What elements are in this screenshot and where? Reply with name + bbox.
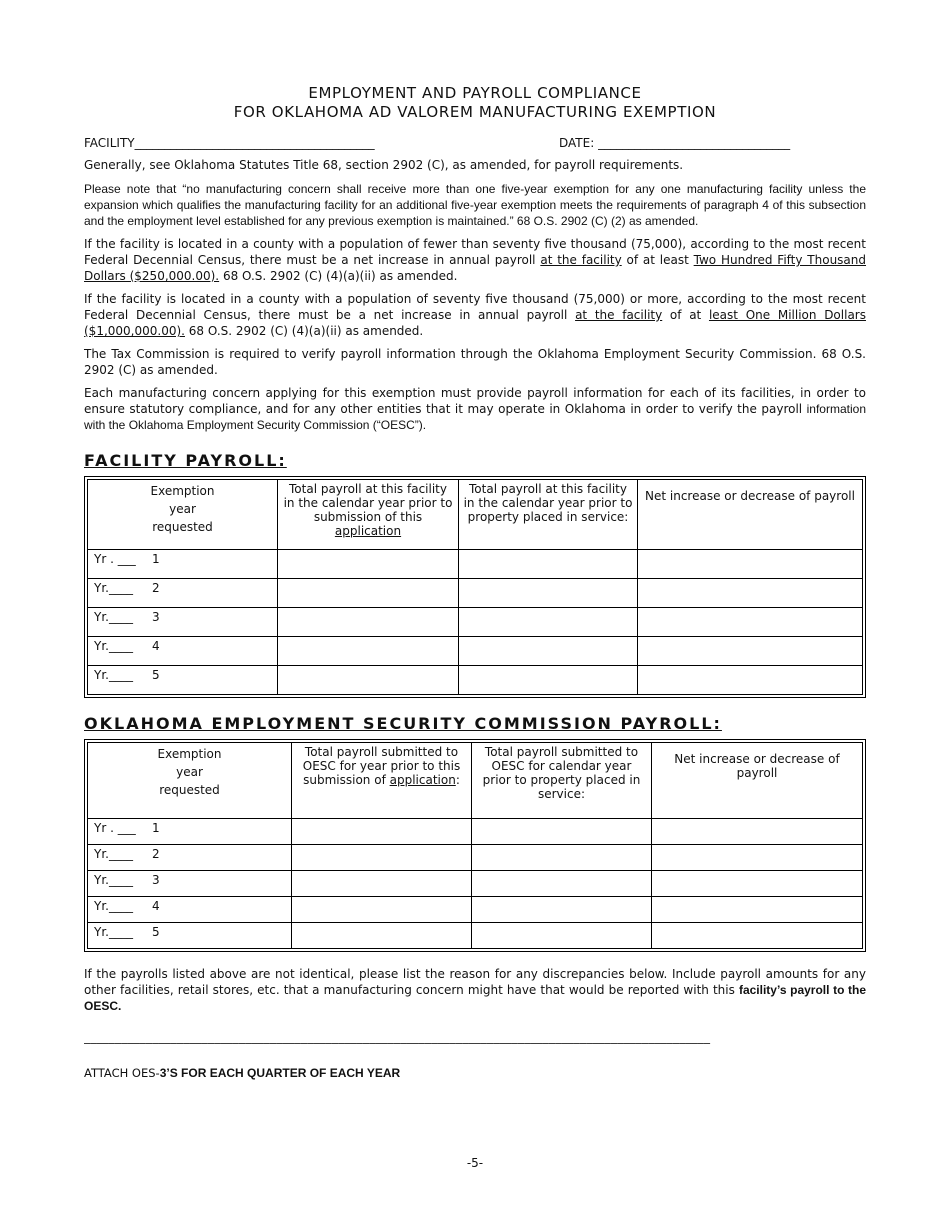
table-row — [88, 608, 863, 637]
title-line-2: FOR OKLAHOMA AD VALOREM MANUFACTURING EXEMPTION — [233, 103, 717, 121]
col2-underline: application — [389, 773, 456, 787]
entry-cell[interactable] — [459, 579, 638, 608]
col1-line-c: requested — [152, 520, 213, 534]
attach-bold: 3’S FOR EACH QUARTER OF EACH YEAR — [159, 1066, 401, 1080]
col2-text: Total payroll submitted to OESC for year prior to this submission of — [302, 745, 461, 787]
facility-header-row — [88, 480, 863, 550]
year-cell — [88, 897, 292, 923]
table-row — [88, 550, 863, 579]
year-label: Yr.____ — [94, 925, 133, 939]
col-net-increase: Net increase or decrease of payroll — [638, 480, 863, 550]
entry-cell[interactable] — [472, 871, 652, 897]
col2-underline: application — [334, 524, 402, 538]
entry-cell[interactable] — [472, 897, 652, 923]
oesc-header-row — [88, 743, 863, 819]
facility-payroll-table — [84, 476, 866, 698]
title-line-1: EMPLOYMENT AND PAYROLL COMPLIANCE — [308, 84, 642, 102]
entry-cell[interactable] — [638, 579, 863, 608]
entry-cell[interactable] — [278, 579, 459, 608]
year-label: Yr.____ — [94, 668, 133, 682]
page-number: -5- — [466, 1156, 484, 1170]
paragraph-large-county — [84, 291, 866, 339]
entry-cell[interactable] — [472, 819, 652, 845]
facility-field[interactable]: FACILITY________________________________________ — [84, 136, 375, 150]
paragraph-note: Please note that “no manufacturing concern shall receive more than one five-year exemption for any one manufacturing facility unless the expansion which qualifies the manufacturing facility for an additional five-year exemption meets the requirements of paragraph 4 of this subsection and the employment level established for any previous exemption is maintained.” 68 O.S. 2902 (C) (2) as amended. — [84, 182, 866, 228]
table-row — [88, 923, 863, 949]
col1-line-b: year — [176, 765, 203, 779]
year-label: Yr . ___ — [94, 552, 136, 566]
entry-cell[interactable] — [459, 608, 638, 637]
year-cell — [88, 923, 292, 949]
entry-cell[interactable] — [652, 871, 863, 897]
discrepancy-note — [84, 966, 866, 1014]
year-cell — [88, 637, 278, 666]
entry-cell[interactable] — [652, 845, 863, 871]
entry-cell[interactable] — [278, 666, 459, 695]
year-number: 1 — [152, 552, 160, 566]
year-number: 2 — [152, 581, 160, 595]
p4-text-c: 68 O.S. 2902 (C) (4)(a)(ii) as amended. — [184, 324, 424, 338]
col1-line-a: Exemption — [157, 747, 222, 761]
note-bold: facility’s payroll to the OESC. — [84, 983, 866, 1013]
entry-cell[interactable] — [278, 608, 459, 637]
year-number: 3 — [152, 873, 160, 887]
date-field[interactable]: DATE: ________________________________ — [559, 136, 791, 150]
table-row — [88, 845, 863, 871]
oesc-payroll-heading: OKLAHOMA EMPLOYMENT SECURITY COMMISSION PAYROLL: — [84, 714, 722, 733]
reason-line-1[interactable]: _____________________________________________________________________________________________________ — [84, 1030, 711, 1044]
oesc-payroll-table — [84, 739, 866, 952]
col-exemption-year — [88, 480, 278, 550]
col-total-prior-service: Total payroll at this facility in the calendar year prior to property placed in service: — [459, 480, 638, 550]
year-number: 5 — [152, 668, 160, 682]
col-total-prior-submission — [278, 480, 459, 550]
entry-cell[interactable] — [638, 666, 863, 695]
entry-cell[interactable] — [278, 550, 459, 579]
p4-underline-facility: at the facility — [575, 308, 663, 322]
entry-cell[interactable] — [652, 897, 863, 923]
table-row — [88, 897, 863, 923]
paragraph-tax-commission: The Tax Commission is required to verify payroll information through the Oklahoma Employment Security Commission. 68 O.S. 2902 (C) as amended. — [84, 347, 866, 377]
year-number: 4 — [152, 639, 160, 653]
p4-underline-amount: least One Million Dollars ($1,000,000.00). — [84, 308, 866, 338]
table-row — [88, 579, 863, 608]
p3-underline-facility: at the facility — [540, 253, 622, 267]
year-number: 2 — [152, 847, 160, 861]
attach-instruction — [84, 1066, 866, 1080]
year-cell — [88, 845, 292, 871]
p6-text-a: Each manufacturing concern applying for this exemption must provide payroll information for each of its facilities, in order to ensure statutory compliance, and for any other entities that it may operate in Oklahoma in order to verify the payroll — [84, 386, 866, 416]
form-page — [84, 84, 866, 1080]
col2-colon: : — [455, 773, 460, 787]
year-cell — [88, 871, 292, 897]
entry-cell[interactable] — [472, 845, 652, 871]
p3-text-b: of at least — [621, 253, 694, 267]
entry-cell[interactable] — [278, 637, 459, 666]
paragraph-small-county — [84, 236, 866, 284]
p6-text-b: information with the Oklahoma Employment Security Commission (“OESC”). — [84, 402, 866, 432]
year-cell — [88, 819, 292, 845]
entry-cell[interactable] — [652, 819, 863, 845]
col1-line-b: year — [169, 502, 196, 516]
year-label: Yr.____ — [94, 873, 133, 887]
paragraph-statute: Generally, see Oklahoma Statutes Title 68, section 2902 (C), as amended, for payroll requirements. — [84, 158, 684, 172]
entry-cell[interactable] — [292, 819, 472, 845]
p4-text-b: of at — [662, 308, 709, 322]
col-oesc-prior-service: Total payroll submitted to OESC for calendar year prior to property placed in service: — [472, 743, 652, 819]
form-title — [84, 84, 866, 122]
entry-cell[interactable] — [459, 666, 638, 695]
year-label: Yr.____ — [94, 610, 133, 624]
year-cell — [88, 608, 278, 637]
year-cell — [88, 550, 278, 579]
year-number: 1 — [152, 821, 160, 835]
col1-line-c: requested — [159, 783, 220, 797]
col-net-increase: Net increase or decrease of payroll — [652, 743, 863, 819]
year-label: Yr.____ — [94, 899, 133, 913]
year-label: Yr.____ — [94, 847, 133, 861]
entry-cell[interactable] — [292, 871, 472, 897]
entry-cell[interactable] — [652, 923, 863, 949]
year-cell — [88, 666, 278, 695]
col1-line-a: Exemption — [150, 484, 215, 498]
table-row — [88, 637, 863, 666]
entry-cell[interactable] — [292, 897, 472, 923]
reason-line-2[interactable]: _____________________________________________________________________________________________________ — [84, 1054, 711, 1066]
p3-underline-amount: Two Hundred Fifty Thousand Dollars ($250,000.00). — [84, 253, 867, 283]
p3-text-a: If the facility is located in a county with a population of fewer than seventy five thousand (75,000), according to the most recent Federal Decennial Census, there must be a net increase in annual payroll — [84, 237, 866, 267]
table-row — [88, 871, 863, 897]
entry-cell[interactable] — [459, 637, 638, 666]
entry-cell[interactable] — [292, 845, 472, 871]
attach-text: ATTACH OES- — [84, 1066, 160, 1080]
year-number: 3 — [152, 610, 160, 624]
table-row — [88, 666, 863, 695]
entry-cell[interactable] — [638, 608, 863, 637]
header-fields — [84, 136, 866, 154]
p4-text-a: If the facility is located in a county with a population of seventy five thousand (75,000) or more, according to the most recent Federal Decennial Census, there must be a net increase in annual payroll — [84, 292, 866, 322]
note-text: If the payrolls listed above are not identical, please list the reason for any discrepancies below. Include payroll amounts for any other facilities, retail stores, etc. that a manufacturing concern might have that would be reported with this — [84, 967, 866, 997]
year-number: 4 — [152, 899, 160, 913]
facility-payroll-heading: FACILITY PAYROLL: — [84, 451, 287, 470]
entry-cell[interactable] — [472, 923, 652, 949]
year-label: Yr.____ — [94, 639, 133, 653]
entry-cell[interactable] — [638, 550, 863, 579]
year-cell — [88, 579, 278, 608]
year-number: 5 — [152, 925, 160, 939]
col2-text: Total payroll at this facility in the calendar year prior to submission of this — [283, 482, 453, 524]
p3-text-c: 68 O.S. 2902 (C) (4)(a)(ii) as amended. — [219, 269, 458, 283]
col-exemption-year — [88, 743, 292, 819]
entry-cell[interactable] — [459, 550, 638, 579]
table-row — [88, 819, 863, 845]
year-label: Yr.____ — [94, 581, 133, 595]
paragraph-each-concern — [84, 385, 866, 433]
year-label: Yr . ___ — [94, 821, 136, 835]
entry-cell[interactable] — [638, 637, 863, 666]
col-oesc-prior-submission — [292, 743, 472, 819]
entry-cell[interactable] — [292, 923, 472, 949]
